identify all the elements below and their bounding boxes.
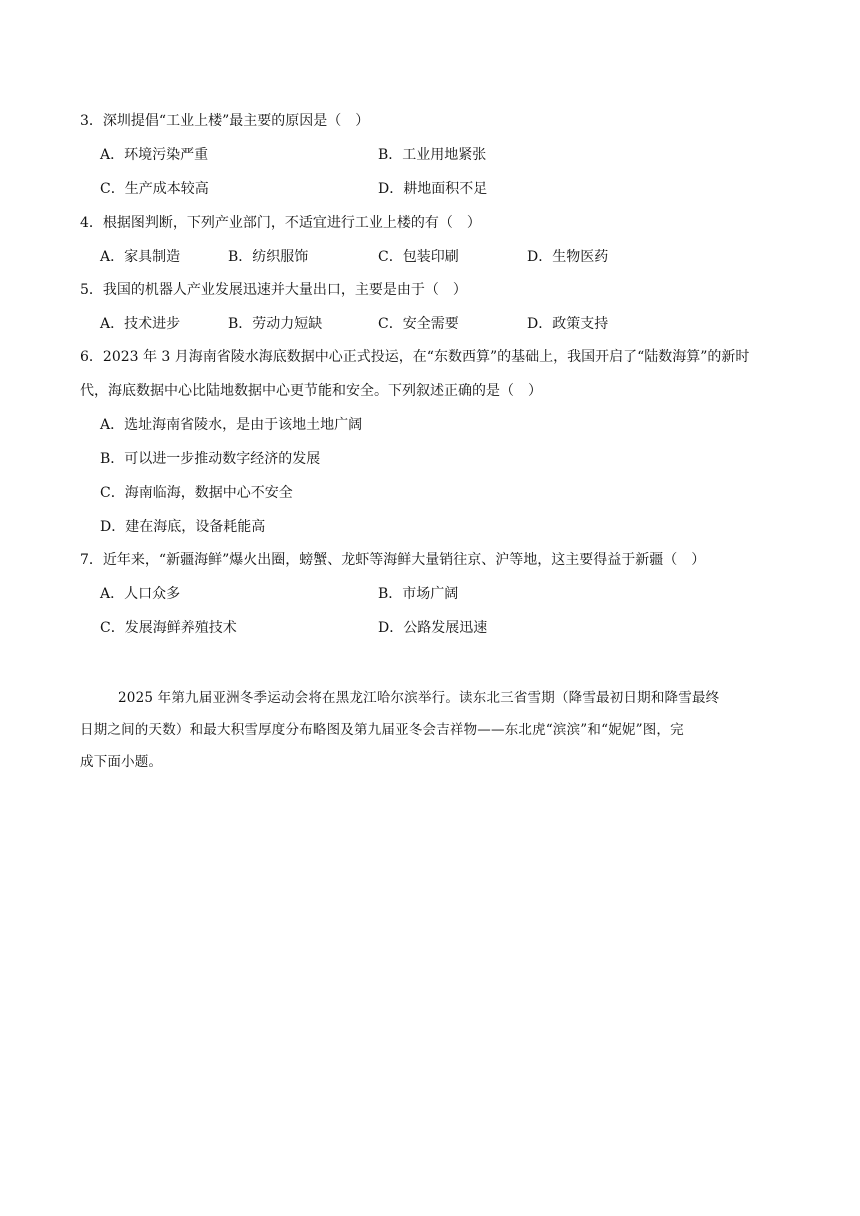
question-6-stem-line-2: 代，海底数据中心比陆地数据中心更节能和安全。下列叙述正确的是（ ） <box>80 383 542 399</box>
question-5-option-c: C．安全需要 <box>378 316 459 332</box>
question-3-option-a: A．环境污染严重 <box>100 147 209 163</box>
question-4-option-c: C．包装印刷 <box>378 249 459 265</box>
question-4-option-d: D．生物医药 <box>527 249 609 265</box>
passage-line-3: 成下面小题。 <box>80 754 163 770</box>
question-7-option-d: D．公路发展迅速 <box>378 620 488 636</box>
question-6-option-d: D．建在海底，设备耗能高 <box>100 519 266 535</box>
question-4-option-b: B．纺织服饰 <box>228 249 309 265</box>
question-6-option-c: C．海南临海，数据中心不安全 <box>100 485 293 501</box>
question-5-option-b: B．劳动力短缺 <box>228 316 323 332</box>
question-3-option-d: D．耕地面积不足 <box>378 181 488 197</box>
question-7-option-c: C．发展海鲜养殖技术 <box>100 620 237 636</box>
question-7-option-b: B．市场广阔 <box>378 586 459 602</box>
question-3-option-c: C．生产成本较高 <box>100 181 209 197</box>
question-3-stem: 3．深圳提倡“工业上楼”最主要的原因是（ ） <box>80 113 370 129</box>
question-4-stem: 4．根据图判断，下列产业部门，不适宜进行工业上楼的有（ ） <box>80 215 481 231</box>
question-7-stem: 7．近年来，“新疆海鲜”爆火出圈，螃蟹、龙虾等海鲜大量销往京、沪等地，这主要得益于新疆（ ） <box>80 552 706 568</box>
question-7-option-a: A．人口众多 <box>100 586 181 602</box>
question-6-stem-line-1: 6．2023 年 3 月海南省陵水海底数据中心正式投运，在“东数西算”的基础上，我国开启了“陆数海算”的新时 <box>80 349 750 365</box>
passage-line-2: 日期之间的天数）和最大积雪厚度分布略图及第九届亚冬会吉祥物——东北虎“滨滨”和“妮妮”图，完 <box>80 722 684 738</box>
passage-line-1: 2025 年第九届亚洲冬季运动会将在黑龙江哈尔滨举行。读东北三省雪期（降雪最初日期和降雪最终 <box>118 690 720 706</box>
question-5-stem: 5．我国的机器人产业发展迅速并大量出口，主要是由于（ ） <box>80 282 467 298</box>
question-5-option-d: D．政策支持 <box>527 316 609 332</box>
question-3-option-b: B．工业用地紧张 <box>378 147 487 163</box>
question-6-option-a: A．选址海南省陵水，是由于该地土地广阔 <box>100 417 363 433</box>
question-5-option-a: A．技术进步 <box>100 316 181 332</box>
question-6-option-b: B．可以进一步推动数字经济的发展 <box>100 451 321 467</box>
question-4-option-a: A．家具制造 <box>100 249 181 265</box>
